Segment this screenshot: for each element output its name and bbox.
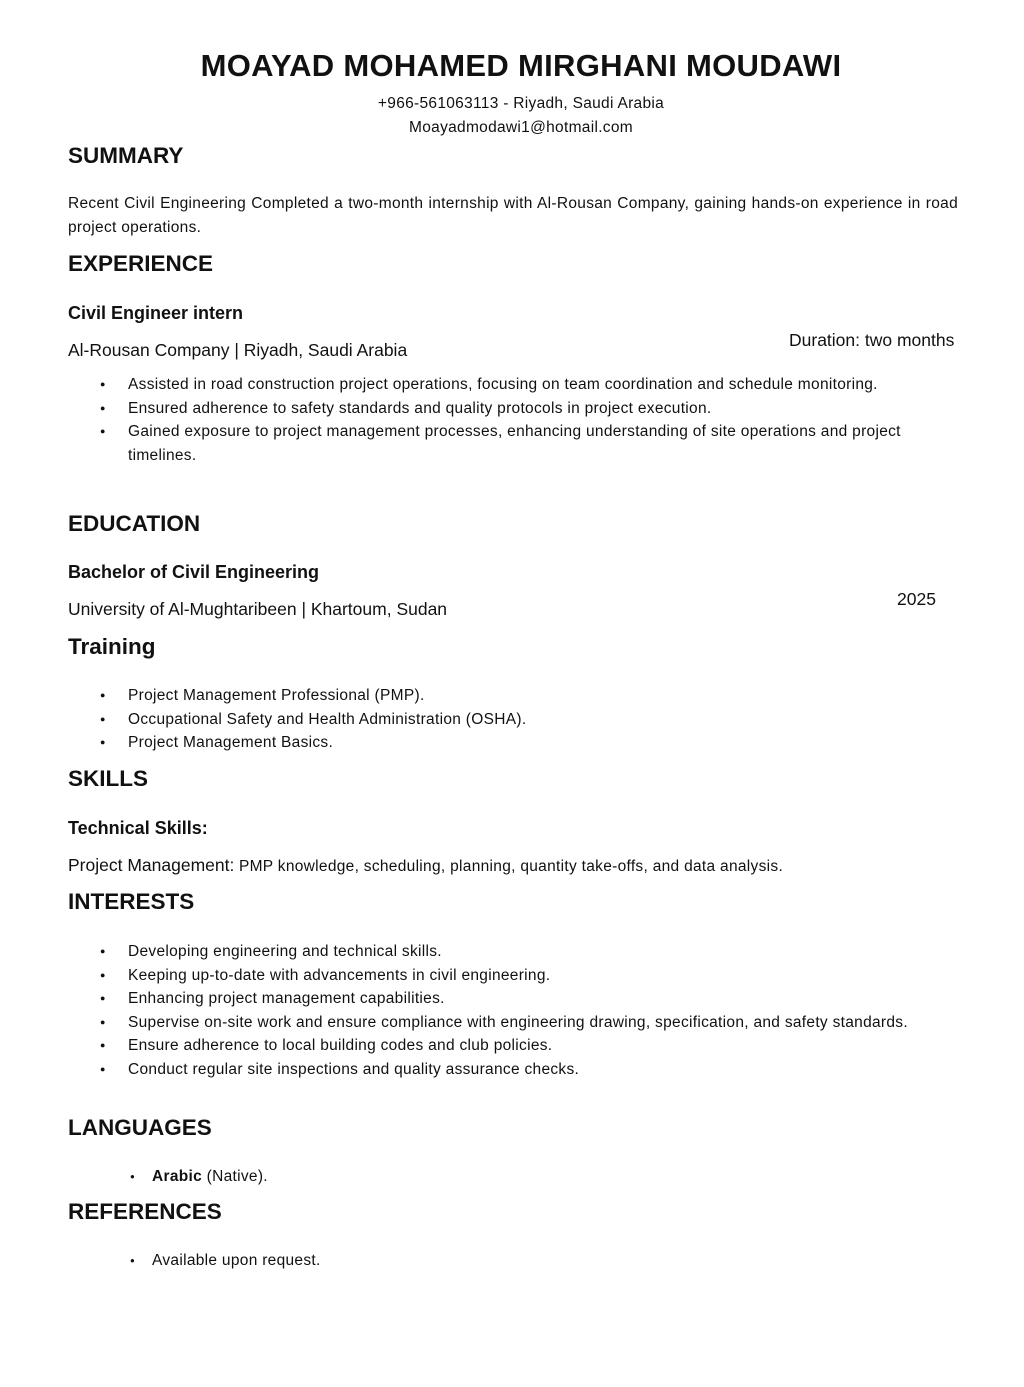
contact-line: +966-561063113 - Riyadh, Saudi Arabia <box>377 95 665 112</box>
education-degree: Bachelor of Civil Engineering <box>68 562 320 582</box>
list-item <box>130 1165 268 1189</box>
list-item: ● Project Management Basics. <box>128 731 948 755</box>
skills-line <box>68 855 783 876</box>
interests-list <box>128 940 948 1081</box>
language-level: (Native). <box>202 1168 268 1185</box>
summary-heading: SUMMARY <box>68 143 184 168</box>
list-item: ● Keeping up-to-date with advancements in civil engineering. <box>128 964 948 988</box>
references-heading: REFERENCES <box>68 1199 222 1224</box>
list-item: ● Available upon request. <box>130 1249 321 1273</box>
interests-heading: INTERESTS <box>68 889 195 914</box>
skills-heading: SKILLS <box>68 766 149 791</box>
list-item: ● Project Management Professional (PMP). <box>128 684 948 708</box>
education-school: University of Al-Mughtaribeen | Khartoum, Sudan <box>68 599 448 619</box>
list-item: ● Gained exposure to project management processes, enhancing understanding of site operations and project timelines. <box>128 420 948 467</box>
training-list <box>128 684 948 755</box>
list-item: ● Conduct regular site inspections and quality assurance checks. <box>128 1058 948 1082</box>
language-name: Arabic <box>152 1168 203 1185</box>
skills-text: PMP knowledge, scheduling, planning, quantity take-offs, and data analysis. <box>234 858 784 875</box>
email-address: Moayadmodawi1@hotmail.com <box>409 119 633 136</box>
list-item: ● Enhancing project management capabilities. <box>128 987 948 1011</box>
list-item: ● Ensured adherence to safety standards and quality protocols in project execution. <box>128 397 948 421</box>
training-heading: Training <box>68 634 156 659</box>
list-item: ● Developing engineering and technical skills. <box>128 940 948 964</box>
experience-heading: EXPERIENCE <box>68 251 214 276</box>
skills-label: Project Management: <box>68 855 235 875</box>
list-item: ● Assisted in road construction project operations, focusing on team coordination and schedule monitoring. <box>128 373 948 397</box>
education-heading: EDUCATION <box>68 511 201 536</box>
list-item: ● Ensure adherence to local building codes and club policies. <box>128 1034 948 1058</box>
references-list <box>130 1249 321 1273</box>
skills-subheading: Technical Skills: <box>68 818 208 838</box>
experience-role: Civil Engineer intern <box>68 303 244 323</box>
experience-company: Al-Rousan Company | Riyadh, Saudi Arabia <box>68 340 408 360</box>
experience-duration: Duration: two months <box>789 330 955 350</box>
experience-bullets <box>128 373 948 467</box>
languages-list <box>130 1165 268 1189</box>
summary-text: Recent Civil Engineering Completed a two-month internship with Al-Rousan Company, gaining hands-on experience in road project operations. <box>68 195 958 236</box>
education-year: 2025 <box>897 589 936 609</box>
list-item: ● Supervise on-site work and ensure compliance with engineering drawing, specification, and safety standards. <box>128 1011 948 1035</box>
languages-heading: LANGUAGES <box>68 1115 212 1140</box>
list-item: ● Occupational Safety and Health Administration (OSHA). <box>128 708 948 732</box>
candidate-name: MOAYAD MOHAMED MIRGHANI MOUDAWI <box>200 48 842 83</box>
